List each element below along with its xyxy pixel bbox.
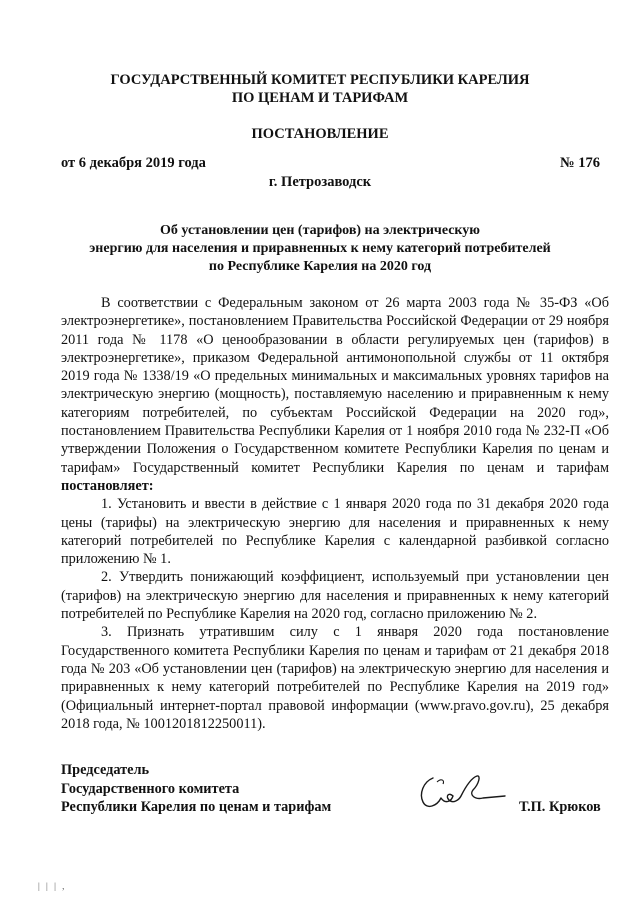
item-1: 1. Установить и ввести в действие с 1 января 2020 года по 31 декабря 2020 года цены (тарифы) на электрическую энергию для населения и приравненных к нему категорий потребителей по Республике Карелия с календарной разбивкой согласно приложению № 1. [61,496,609,568]
signatory-name: Т.П. Крюков [519,799,601,815]
item-3: 3. Признать утратившим силу с 1 января 2020 года постановление Государственного комитета Республики Карелия по ценам и тарифам от 21 декабря 2018 года № 203 «Об установлении цен (тарифов) на электрическую энергию для населения и приравненных к нему категорий потребителей по Республике Карелия на 2019 год» (Официальный интернет-портал правовой информации (www.pravo.gov.ru), 25 декабря 2018 года, № 1001201812250011). [61,624,609,732]
signatory-title-line3: Республики Карелия по ценам и тарифам [61,799,332,815]
preamble-text: В соответствии с Федеральным законом от 26 марта 2003 года № 35-ФЗ «Об электроэнергетике», постановлением Правительства Российской Федерации от 29 ноября 2011 года № 1178 «О ценообразовании в области регулируемых цен (тарифов) в электроэнергетике», приказом Федеральной антимонопольной службы от 11 октября 2019 года № 1338/19 «О предельных минимальных и максимальных уровнях тарифов на электрическую энергию (мощность), поставляемую населению и приравненным к нему категориям потребителей, по субъектам Российской Федерации на 2020 год», постановлением Правительства Республики Карелия от 1 ноября 2010 года № 232-П «Об утверждении Положения о Государственном комитете Республики Карелия по ценам и тарифам» Государственный комитет Республики Карелия по ценам и тарифам [61,295,609,476]
org-name-line1: ГОСУДАРСТВЕННЫЙ КОМИТЕТ РЕСПУБЛИКИ КАРЕЛИЯ [110,72,530,88]
signatory-title-line2: Государственного комитета [61,780,240,797]
scan-marks: | | | , [38,881,67,891]
item-2: 2. Утвердить понижающий коэффициент, используемый при установлении цен (тарифов) на электрическую энергию для населения и приравненных к нему категорий потребителей по Республике Карелия на 2020 год, согласно приложению № 2. [61,569,609,623]
title-line3: по Республике Карелия на 2020 год [208,259,432,274]
title-line2: энергию для населения и приравненных к нему категорий потребителей [89,241,551,256]
document-city: г. Петрозаводск [268,174,372,190]
org-name-line2: ПО ЦЕНАМ И ТАРИФАМ [231,90,409,106]
preamble-paragraph [61,294,609,495]
handwritten-signature [415,768,510,818]
signatory-title-line1: Председатель [61,762,150,778]
document-body [61,294,609,733]
document-type: ПОСТАНОВЛЕНИЕ [251,126,389,142]
decree-word: постановляет: [61,477,154,494]
document-date: от 6 декабря 2019 года [61,155,206,171]
signatory-block [61,761,331,817]
title-line1: Об установлении цен (тарифов) на электрическую [159,223,480,238]
document-number: № 176 [560,155,600,171]
